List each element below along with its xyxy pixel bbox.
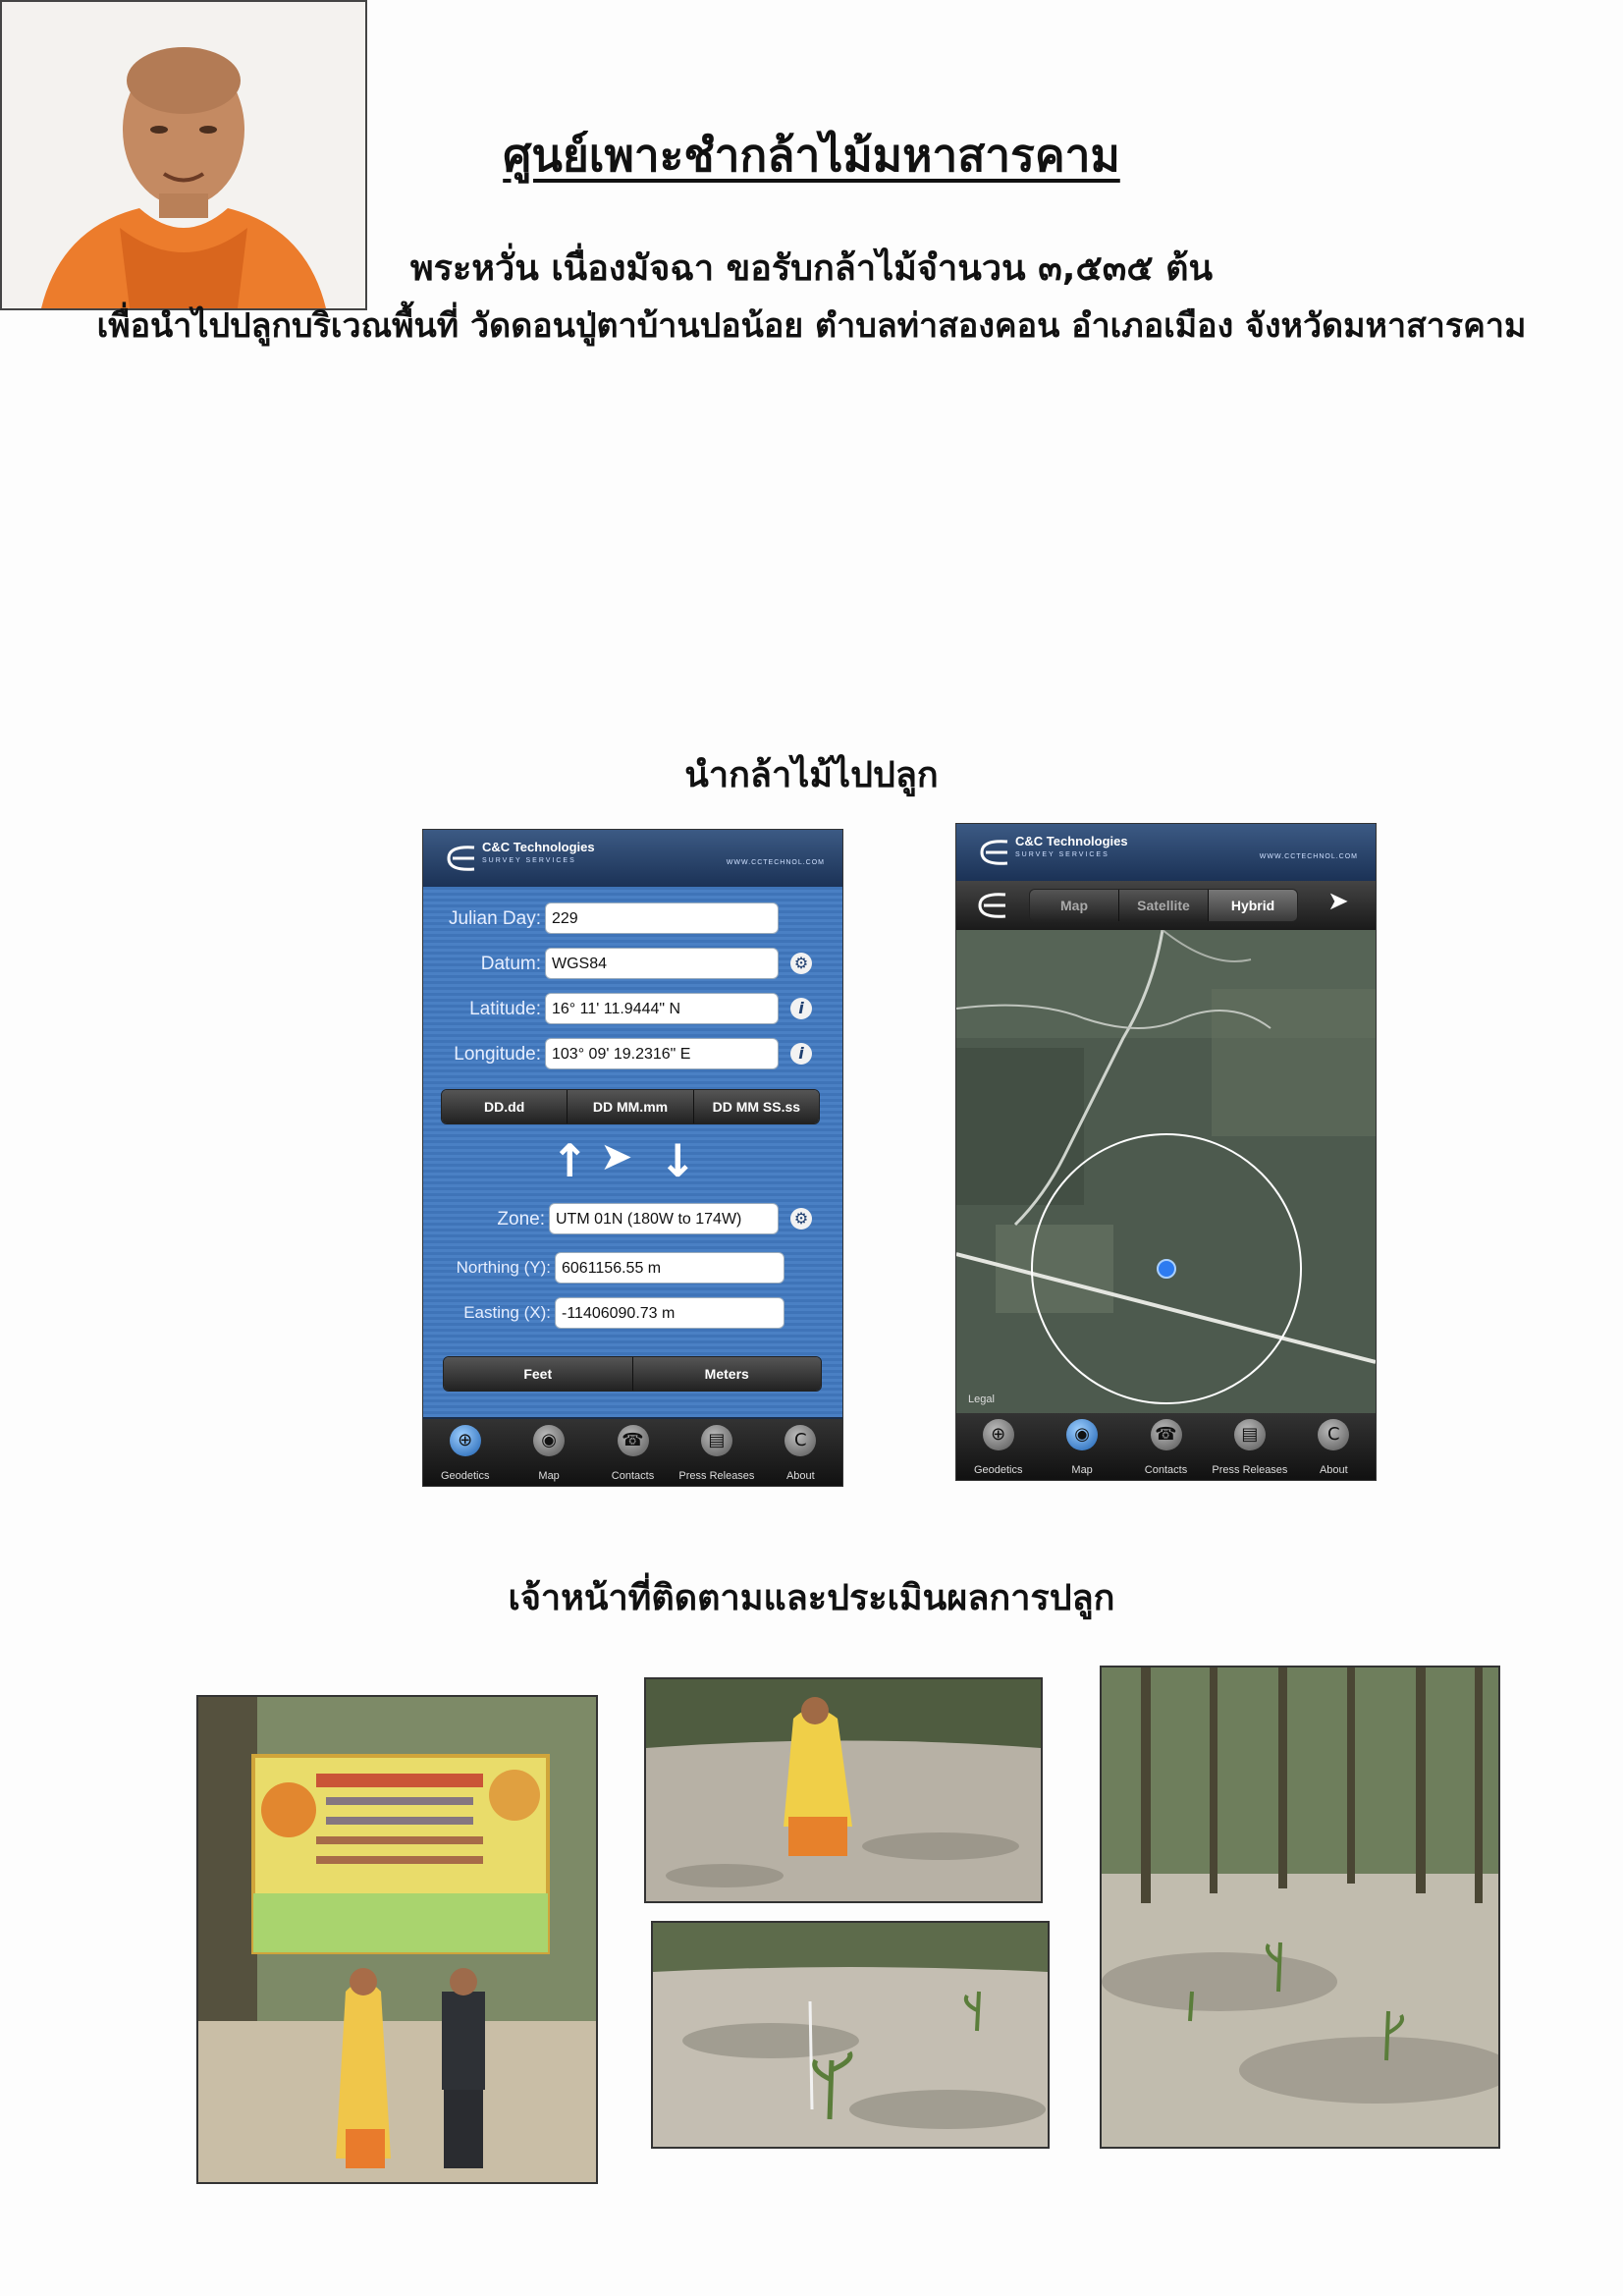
- tab-map[interactable]: ◉ Map: [1040, 1413, 1123, 1480]
- globe-icon: ◉: [1066, 1419, 1098, 1450]
- datum-label: Datum:: [480, 954, 541, 974]
- meters-button[interactable]: Meters: [633, 1357, 822, 1391]
- phone-icon: ☎: [1151, 1419, 1182, 1450]
- geodetics-screen: [422, 829, 843, 1487]
- northing-label: Northing (Y):: [456, 1258, 551, 1277]
- map-mode-hybrid[interactable]: Hybrid: [1209, 890, 1297, 921]
- brand-sub: SURVEY SERVICES: [482, 857, 576, 864]
- newspaper-icon: ▤: [701, 1425, 732, 1456]
- latitude-info-icon[interactable]: i: [790, 998, 812, 1019]
- coordinate-format-segment: [441, 1089, 820, 1124]
- tab-map[interactable]: ◉ Map: [507, 1419, 590, 1486]
- datum-field[interactable]: WGS84: [545, 948, 779, 979]
- tab-contacts[interactable]: ☎ Contacts: [1124, 1413, 1208, 1480]
- phone-icon: ☎: [618, 1425, 649, 1456]
- request-line: พระหวั่น เนื่องมัจฉา ขอรับกล้าไม้จำนวน ๓,๕๓๕ ต้น: [409, 248, 1214, 289]
- locate-arrow-icon[interactable]: ➤: [600, 1134, 633, 1179]
- northing-field[interactable]: 6061156.55 m: [555, 1252, 784, 1284]
- forest-plot-photo: [1100, 1666, 1500, 2149]
- map-mode-satellite[interactable]: Satellite: [1119, 890, 1209, 921]
- banner-group-photo: [196, 1695, 598, 2184]
- longitude-label: Longitude:: [454, 1044, 541, 1065]
- tab-geodetics[interactable]: ⊕ Geodetics: [423, 1419, 507, 1486]
- brand-sub: SURVEY SERVICES: [1015, 851, 1109, 858]
- page-title: ศูนย์เพาะชำกล้าไม้มหาสารคาม: [503, 129, 1120, 182]
- seedling-planting-photo: [651, 1921, 1050, 2149]
- zone-field[interactable]: UTM 01N (180W to 174W): [549, 1203, 779, 1234]
- app-header: [423, 830, 842, 887]
- planting-caption: นำกล้าไม้ไปปลูก: [684, 755, 939, 795]
- datum-gear-icon[interactable]: ⚙: [790, 953, 812, 974]
- app-header: [956, 824, 1376, 881]
- tab-bar: [423, 1419, 842, 1486]
- map-mode-segment: [1029, 889, 1298, 922]
- format-dd-button[interactable]: DD.dd: [442, 1090, 568, 1123]
- cc-logo-icon: [978, 836, 1011, 869]
- cc-logo-icon: C: [1318, 1419, 1349, 1450]
- globe-icon: ◉: [533, 1425, 565, 1456]
- tab-press-releases[interactable]: ▤ Press Releases: [1208, 1413, 1291, 1480]
- tab-about[interactable]: C About: [759, 1419, 842, 1486]
- satellite-map[interactable]: [956, 930, 1376, 1413]
- monk-in-field-photo: [644, 1677, 1043, 1903]
- brand-name: C&C Technologies: [1015, 834, 1128, 848]
- tab-press-releases[interactable]: ▤ Press Releases: [675, 1419, 758, 1486]
- julian-day-field[interactable]: 229: [545, 902, 779, 934]
- unit-segment: [443, 1356, 822, 1392]
- geodetics-form: [423, 887, 842, 1417]
- longitude-field[interactable]: 103° 09' 19.2316" E: [545, 1038, 779, 1069]
- julian-day-label: Julian Day:: [449, 908, 541, 929]
- tab-bar: [956, 1413, 1376, 1480]
- format-ddmm-button[interactable]: DD MM.mm: [568, 1090, 693, 1123]
- map-toolbar: [956, 881, 1376, 930]
- map-screen: [955, 823, 1377, 1481]
- feet-button[interactable]: Feet: [444, 1357, 633, 1391]
- easting-label: Easting (X):: [463, 1303, 551, 1322]
- latitude-label: Latitude:: [469, 999, 541, 1019]
- arrow-up-icon[interactable]: ↑: [551, 1134, 589, 1187]
- location-line: เพื่อนำไปปลูกบริเวณพื้นที่ วัดดอนปู่ตาบ้านปอน้อย ตำบลท่าสองคอน อำเภอเมือง จังหวัดมหาสารคาม: [96, 306, 1527, 346]
- locate-arrow-icon[interactable]: ➤: [1327, 887, 1349, 916]
- latitude-field[interactable]: 16° 11' 11.9444" N: [545, 993, 779, 1024]
- monitoring-caption: เจ้าหน้าที่ติดตามและประเมินผลการปลูก: [508, 1578, 1115, 1618]
- cc-logo-icon: [445, 842, 478, 875]
- zone-label: Zone:: [497, 1209, 545, 1230]
- cc-logo-icon: C: [784, 1425, 816, 1456]
- globe-grid-icon: ⊕: [450, 1425, 481, 1456]
- format-ddmmss-button[interactable]: DD MM SS.ss: [694, 1090, 819, 1123]
- brand-url: WWW.CCTECHNOL.COM: [1259, 853, 1358, 860]
- tab-about[interactable]: C About: [1292, 1413, 1376, 1480]
- brand-url: WWW.CCTECHNOL.COM: [726, 859, 825, 866]
- zone-gear-icon[interactable]: ⚙: [790, 1208, 812, 1230]
- cc-logo-icon[interactable]: [976, 889, 1009, 922]
- arrow-down-icon[interactable]: ↓: [659, 1134, 697, 1187]
- newspaper-icon: ▤: [1234, 1419, 1266, 1450]
- tab-geodetics[interactable]: ⊕ Geodetics: [956, 1413, 1040, 1480]
- globe-grid-icon: ⊕: [983, 1419, 1014, 1450]
- map-legal-link[interactable]: Legal: [968, 1394, 995, 1405]
- map-mode-map[interactable]: Map: [1030, 890, 1119, 921]
- longitude-info-icon[interactable]: i: [790, 1043, 812, 1065]
- easting-field[interactable]: -11406090.73 m: [555, 1297, 784, 1329]
- tab-contacts[interactable]: ☎ Contacts: [591, 1419, 675, 1486]
- brand-name: C&C Technologies: [482, 840, 595, 854]
